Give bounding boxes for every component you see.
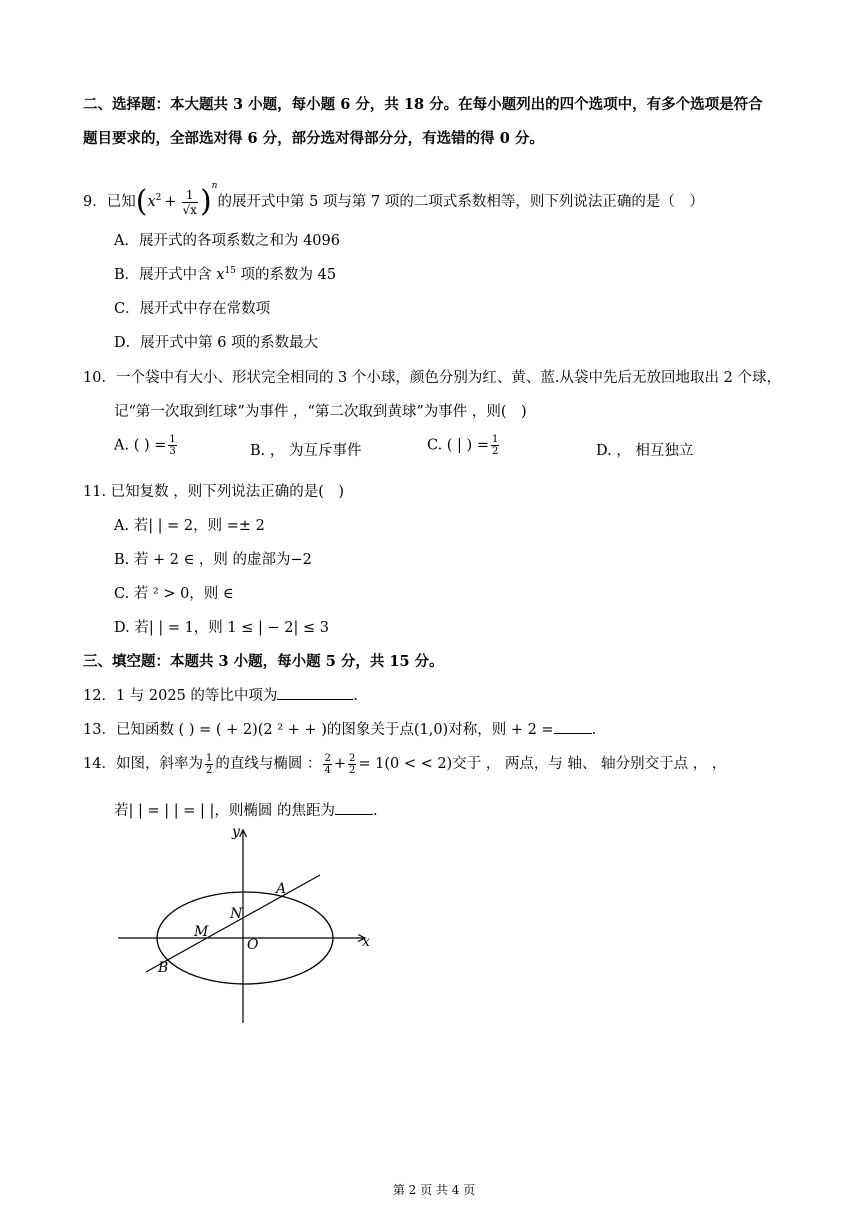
page-footer: 第 2 页 共 4 页 — [392, 1183, 476, 1197]
section2-heading-line2: 题目要求的，全部选对得 6 分，部分选对得部分分，有选错的得 0 分。 — [83, 130, 544, 147]
question-14: 14．如图，斜率为 $\frac{1}{2}$ 的直线与椭圆 ： $\frac{2}{4}$ + $\frac{2}{2}$ = 1(0 < < 2)交于 ， 两点，与 轴、 轴分别交于点 ， ， — [83, 752, 727, 776]
q14-answer-blank — [335, 801, 373, 815]
q12-answer-blank — [277, 686, 353, 700]
label-x: x — [362, 934, 370, 950]
q10-option-b: B. ， 为互斥事件 — [250, 443, 362, 459]
question-13: 13．已知函数 ( ) = ( + 2)(2 ² + + )的图象关于点(1,0)对称，则 + 2 = . — [83, 722, 597, 738]
label-m: M — [194, 924, 209, 940]
q9-prefix: 已知 — [106, 194, 136, 210]
ellipse-figure — [110, 818, 390, 1028]
label-n: N — [230, 906, 243, 922]
q13-answer-blank — [554, 720, 592, 734]
q11-option-c: C. 若 ² > 0，则 ∈ — [114, 586, 234, 602]
label-b: B — [158, 960, 169, 976]
q11-option-d: D. 若| | = 1，则 1 ≤ | − 2| ≤ 3 — [114, 620, 329, 636]
q9-fraction: $\frac{1}{√x}$ — [182, 187, 197, 217]
q11-option-b: B. 若 + 2 ∈ ，则 的虚部为−2 — [114, 552, 312, 568]
q10-option-a: A. ( ) = $\frac{1}{3}$ — [114, 434, 176, 457]
q9-number: 9． — [83, 194, 107, 210]
q10-option-c: C. ( | ) = $\frac{1}{2}$ — [427, 434, 499, 457]
q10-line1: 10．一个袋中有大小、形状完全相同的 3 个小球，颜色分别为红、黄、蓝.从袋中先后无放回地取出 2 个球， — [83, 370, 781, 386]
q10-line2: 记“第一次取到红球”为事件 ，“第二次取到黄球”为事件 ，则( ) — [114, 404, 527, 420]
secant-line — [146, 875, 320, 972]
q10-option-d: D. ， 相互独立 — [596, 443, 694, 459]
label-a: A — [276, 881, 287, 897]
section3-heading: 三、填空题：本题共 3 小题，每小题 5 分，共 15 分。 — [83, 653, 444, 670]
q9-option-d: D．展开式中第 6 项的系数最大 — [114, 335, 319, 351]
label-y: y — [232, 824, 240, 840]
q11-line1: 11. 已知复数 ，则下列说法正确的是( ) — [83, 484, 345, 500]
question-9: 9．已知($x^2$ + $\frac{1}{√x}$ )$^n$的展开式中第 5 项与第 7 项的二项式系数相等，则下列说法正确的是（ ） — [83, 181, 704, 219]
q9-suffix: 的展开式中第 5 项与第 7 项的二项式系数相等，则下列说法正确的是（ ） — [217, 194, 704, 210]
q9-option-b: B．展开式中含 $x^{15}$ 项的系数为 45 — [114, 266, 337, 283]
question-12: 12．1 与 2025 的等比中项为 . — [83, 688, 359, 704]
q14-line2: 若| | = | | = | |，则椭圆 的焦距为 . — [114, 803, 378, 819]
section2-heading-line1: 二、选择题：本大题共 3 小题，每小题 6 分，共 18 分。在每小题列出的四个选项中，有多个选项是符合 — [83, 96, 763, 113]
q9-option-a: A．展开式的各项系数之和为 4096 — [114, 233, 340, 249]
q9-option-c: C．展开式中存在常数项 — [114, 301, 271, 317]
label-o: O — [247, 937, 259, 953]
q11-option-a: A. 若| | = 2，则 =± 2 — [114, 518, 265, 534]
